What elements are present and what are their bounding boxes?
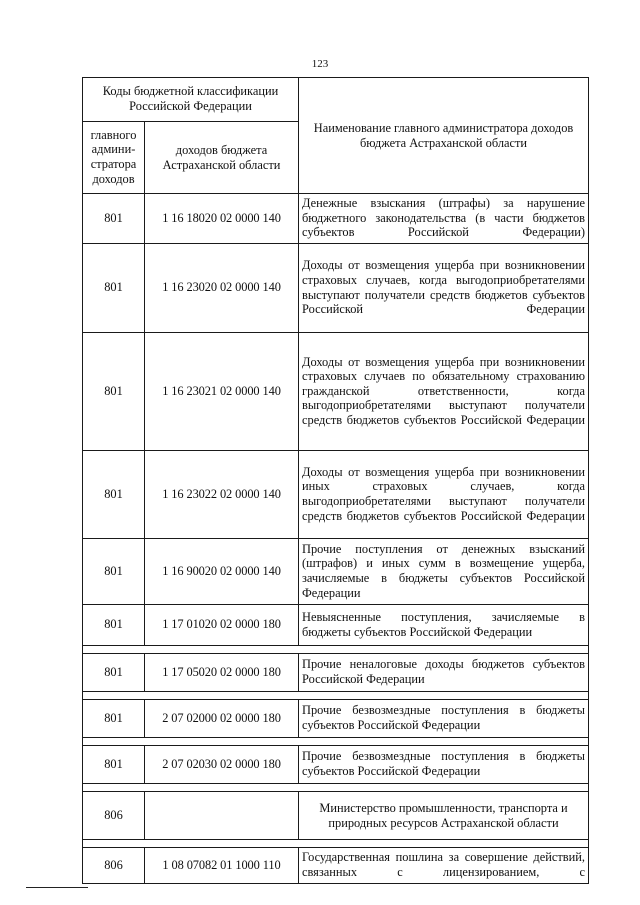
table-row (83, 539, 589, 605)
row-income-code: 1 08 07082 01 1000 110 (145, 848, 299, 884)
table-row (83, 333, 589, 451)
row-admin-code: 801 (83, 539, 145, 605)
row-income-code: 1 16 18020 02 0000 140 (145, 194, 299, 244)
row-admin-code: 801 (83, 244, 145, 333)
row-name: Прочие безвозмездные поступления в бюджеты субъектов Российской Федерации (299, 746, 589, 784)
table-row (83, 451, 589, 539)
header-col-admin: главного админи-стратора доходов (83, 122, 145, 194)
page-number: 123 (311, 58, 329, 70)
row-name: Доходы от возмещения ущерба при возникновении иных страховых случаев, когда выгодоприобретателями выступают получатели средств бюджетов субъектов Российской Федерации (299, 451, 589, 539)
table-row (83, 848, 589, 884)
row-admin-code: 801 (83, 605, 145, 646)
table-row (83, 746, 589, 784)
header-group-title: Коды бюджетной классификации Российской Федерации (83, 78, 299, 122)
row-admin-code: 806 (83, 848, 145, 884)
budget-classification-table (82, 77, 589, 884)
row-name: Прочие поступления от денежных взысканий (штрафов) и иных сумм в возмещение ущерба, зачисляемые в бюджеты субъектов Российской Федерации (299, 539, 589, 605)
row-admin-code: 801 (83, 333, 145, 451)
row-name: Прочие неналоговые доходы бюджетов субъектов Российской Федерации (299, 654, 589, 692)
ministry-name: Министерство промышленности, транспорта и природных ресурсов Астраханской области (299, 792, 589, 840)
row-admin-code: 801 (83, 654, 145, 692)
table-row (83, 700, 589, 738)
table-row (83, 244, 589, 333)
row-name: Доходы от возмещения ущерба при возникновении страховых случаев по обязательному страхованию гражданской ответственности, когда выгодоприобретателями выступают получатели средств бюджетов субъектов Российской Федерации (299, 333, 589, 451)
table-row-ministry (83, 792, 589, 840)
row-income-code: 1 16 90020 02 0000 140 (145, 539, 299, 605)
row-income-code: 2 07 02030 02 0000 180 (145, 746, 299, 784)
row-admin-code: 806 (83, 792, 145, 840)
row-admin-code: 801 (83, 194, 145, 244)
header-col-income: доходов бюджета Астраханской области (145, 122, 299, 194)
row-income-code: 1 17 05020 02 0000 180 (145, 654, 299, 692)
row-income-code (145, 792, 299, 840)
table-row (83, 605, 589, 646)
row-name: Доходы от возмещения ущерба при возникновении страховых случаев, когда выгодоприобретателями выступают получатели средств бюджетов субъектов Российской Федерации (299, 244, 589, 333)
row-income-code: 1 16 23020 02 0000 140 (145, 244, 299, 333)
row-name: Государственная пошлина за совершение действий, связанных с лицензированием, с (299, 848, 589, 884)
table-row (83, 194, 589, 244)
row-name: Невыясненные поступления, зачисляемые в бюджеты субъектов Российской Федерации (299, 605, 589, 646)
row-admin-code: 801 (83, 451, 145, 539)
row-income-code: 1 16 23022 02 0000 140 (145, 451, 299, 539)
row-name: Денежные взыскания (штрафы) за нарушение бюджетного законодательства (в части бюджетов субъектов Российской Федерации) (299, 194, 589, 244)
table-row (83, 654, 589, 692)
row-income-code: 1 16 23021 02 0000 140 (145, 333, 299, 451)
row-name: Прочие безвозмездные поступления в бюджеты субъектов Российской Федерации (299, 700, 589, 738)
header-col-name: Наименование главного администратора доходов бюджета Астраханской области (299, 78, 589, 194)
row-income-code: 2 07 02000 02 0000 180 (145, 700, 299, 738)
row-admin-code: 801 (83, 700, 145, 738)
row-admin-code: 801 (83, 746, 145, 784)
row-income-code: 1 17 01020 02 0000 180 (145, 605, 299, 646)
footer-rule (26, 887, 88, 888)
